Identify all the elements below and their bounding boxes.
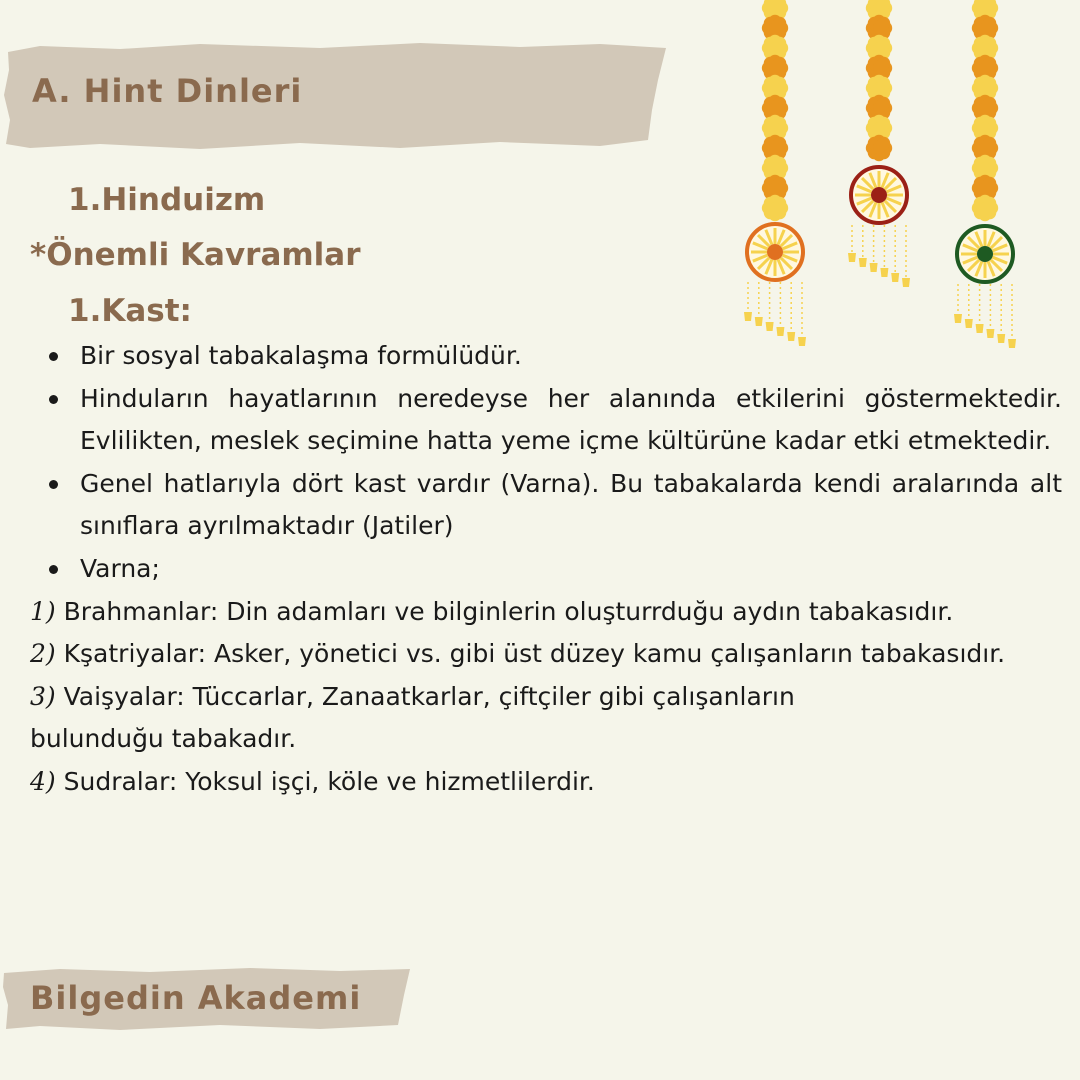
marigold-center <box>979 22 991 34</box>
item-text: Vaişyalar: Tüccarlar, Zanaatkarlar, çiftçiler gibi çalışanların <box>63 681 795 711</box>
topic-heading: 1.Kast: <box>68 293 192 329</box>
tassel-bead <box>902 278 910 287</box>
item-text-continued: bulunduğu tabakadır. <box>30 724 297 754</box>
tassel-bead <box>848 253 856 262</box>
tassel-bead <box>976 324 984 333</box>
item-text: Brahmanlar: Din adamları ve bilginlerin oluşturrduğu aydın tabakasıdır. <box>63 596 954 626</box>
marigold-center <box>769 162 781 174</box>
chakra-hub <box>767 244 783 260</box>
marigold-center <box>979 2 991 14</box>
tassel-bead <box>766 322 774 331</box>
list-item: Bir sosyal tabakalaşma formülüdür. <box>80 335 1062 378</box>
marigold-garland-decoration <box>730 0 1030 370</box>
marigold-center <box>979 162 991 174</box>
marigold-center <box>769 182 781 194</box>
marigold-center <box>873 122 885 134</box>
marigold-center <box>979 142 991 154</box>
tassel-bead <box>744 312 752 321</box>
footer-banner <box>0 965 415 1033</box>
item-text: Kşatriyalar: Asker, yönetici vs. gibi üst düzey kamu çalışanların tabakasıdır. <box>63 639 1006 669</box>
varna-item <box>30 591 1062 634</box>
tassel-bead <box>870 263 878 272</box>
marigold-center <box>979 82 991 94</box>
section-heading: 1.Hinduizm <box>68 182 266 218</box>
marigold-center <box>979 62 991 74</box>
list-item: Varna; <box>80 548 1062 591</box>
bullet-list <box>30 335 1062 591</box>
tassel-bead <box>859 258 867 267</box>
item-number: 1) <box>30 596 56 626</box>
marigold-center <box>979 202 991 214</box>
tassel-bead <box>891 273 899 282</box>
marigold-center <box>873 142 885 154</box>
page-title: A. Hint Dinleri <box>32 72 303 110</box>
marigold-center <box>873 82 885 94</box>
item-number: 2) <box>30 639 56 669</box>
tassel-bead <box>965 319 973 328</box>
marigold-center <box>979 102 991 114</box>
chakra-hub <box>871 187 887 203</box>
tassel-bead <box>755 317 763 326</box>
body-text <box>30 335 1062 804</box>
tassel-bead <box>880 268 888 277</box>
marigold-center <box>769 122 781 134</box>
item-text: Sudralar: Yoksul işçi, köle ve hizmetlilerdir. <box>63 766 595 796</box>
list-item: Genel hatlarıyla dört kast vardır (Varna). Bu tabakalarda kendi aralarında alt sınıflara ayrılmaktadır (Jatiler) <box>80 463 1062 548</box>
marigold-center <box>769 62 781 74</box>
item-number: 4) <box>30 766 56 796</box>
footer-brand: Bilgedin Akademi <box>30 979 362 1017</box>
marigold-center <box>769 2 781 14</box>
varna-item <box>30 633 1062 676</box>
tassel-bead <box>954 314 962 323</box>
marigold-center <box>979 42 991 54</box>
marigold-center <box>769 102 781 114</box>
chakra-hub <box>977 246 993 262</box>
title-banner <box>0 40 670 155</box>
marigold-center <box>769 82 781 94</box>
marigold-center <box>979 122 991 134</box>
varna-item <box>30 761 1062 804</box>
marigold-center <box>873 62 885 74</box>
list-item: Hinduların hayatlarının neredeyse her alanında etkilerini göstermektedir. Evlilikten, meslek seçimine hatta yeme içme kültürüne kadar etki etmektedir. <box>80 378 1062 463</box>
item-number: 3) <box>30 681 56 711</box>
marigold-center <box>873 42 885 54</box>
marigold-center <box>873 22 885 34</box>
marigold-center <box>769 22 781 34</box>
marigold-center <box>979 182 991 194</box>
marigold-center <box>769 142 781 154</box>
subheading: *Önemli Kavramlar <box>30 237 361 273</box>
marigold-center <box>769 202 781 214</box>
marigold-center <box>769 42 781 54</box>
varna-item <box>30 676 1062 761</box>
marigold-center <box>873 102 885 114</box>
marigold-center <box>873 2 885 14</box>
